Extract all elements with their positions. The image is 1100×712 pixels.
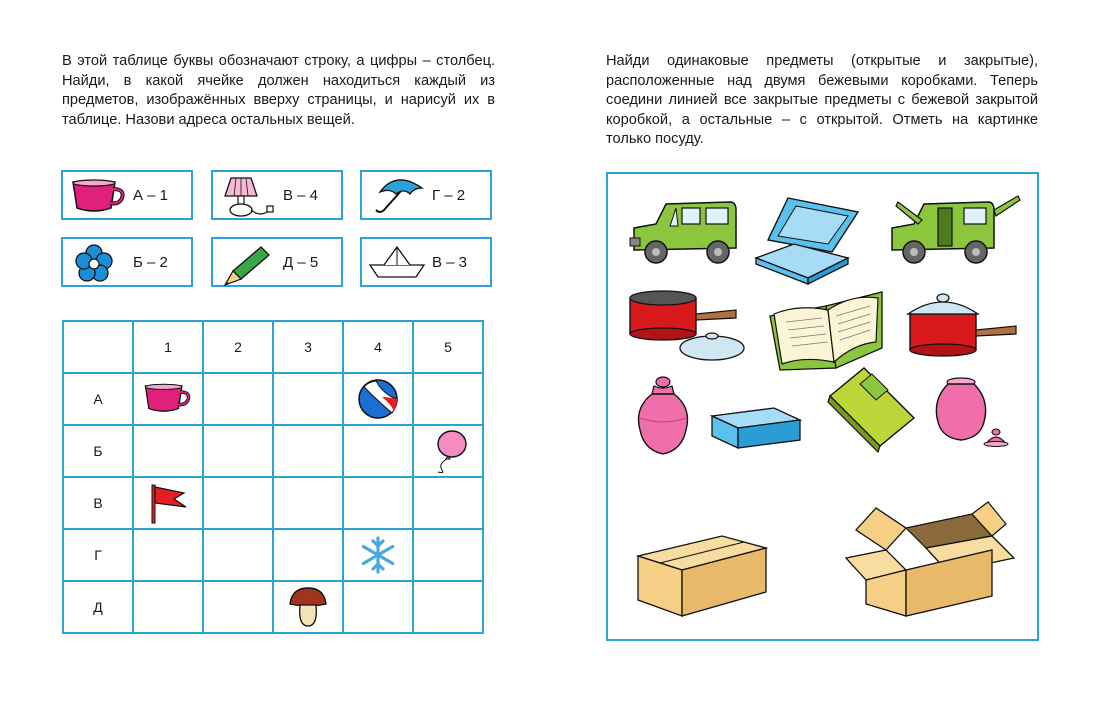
paper-boat-icon <box>366 241 430 287</box>
grid-cell-g2[interactable] <box>203 529 273 581</box>
grid-cell-a4[interactable] <box>343 373 413 425</box>
key-card-flower <box>61 237 193 287</box>
pan-closed-icon <box>904 286 1024 360</box>
grid-cell-a3[interactable] <box>273 373 343 425</box>
grid-cell-v5[interactable] <box>413 477 483 529</box>
snowflake-icon <box>358 535 398 575</box>
grid-cell-g3[interactable] <box>273 529 343 581</box>
key-label: А – 1 <box>133 187 169 204</box>
grid-cell-d5[interactable] <box>413 581 483 633</box>
key-card-umbrella <box>360 170 492 220</box>
mushroom-icon <box>286 584 330 630</box>
grid-cell-a2[interactable] <box>203 373 273 425</box>
key-card-cup <box>61 170 193 220</box>
ball-icon <box>356 377 400 421</box>
grid-cell-g1[interactable] <box>133 529 203 581</box>
grid-cell-b3[interactable] <box>273 425 343 477</box>
car-open-icon <box>884 188 1024 274</box>
key-label: Г – 2 <box>432 187 466 204</box>
grid-cell-b4[interactable] <box>343 425 413 477</box>
flower-icon <box>67 241 131 287</box>
grid-cell-d2[interactable] <box>203 581 273 633</box>
column-header: 5 <box>413 321 483 373</box>
column-header: 3 <box>273 321 343 373</box>
key-label: В – 4 <box>283 187 319 204</box>
grid-cell-d1[interactable] <box>133 581 203 633</box>
row-header: А <box>63 373 133 425</box>
grid-cell-g5[interactable] <box>413 529 483 581</box>
column-header: 2 <box>203 321 273 373</box>
key-card-boat <box>360 237 492 287</box>
grid-cell-v2[interactable] <box>203 477 273 529</box>
grid-cell-a5[interactable] <box>413 373 483 425</box>
cup-icon <box>140 379 196 419</box>
grid-corner-cell <box>63 321 133 373</box>
cup-icon <box>67 174 131 220</box>
key-card-pencil <box>211 237 343 287</box>
picture-frame <box>606 172 1039 641</box>
row-header: Б <box>63 425 133 477</box>
vase-open-icon <box>934 374 1014 454</box>
lamp-icon <box>217 174 281 220</box>
grid-cell-a1[interactable] <box>133 373 203 425</box>
right-instruction-text: Найди одинаковые предметы (открытые и закрытые), расположенные над двумя бежевыми коробками. Теперь соедини линией все закрытые предметы с бежевой закрытой коробкой, а остальные – с открытой. Отметь на картинке только посуду. <box>606 53 1038 148</box>
grid-cell-g4[interactable] <box>343 529 413 581</box>
book-closed-icon <box>824 360 920 456</box>
balloon-icon <box>426 428 470 474</box>
grid-cell-v4[interactable] <box>343 477 413 529</box>
key-label: В – 3 <box>432 254 468 271</box>
grid-cell-v3[interactable] <box>273 477 343 529</box>
grid-cell-b2[interactable] <box>203 425 273 477</box>
carton-open-icon <box>836 500 1022 620</box>
grid-cell-v1[interactable] <box>133 477 203 529</box>
row-header: Г <box>63 529 133 581</box>
vase-closed-icon <box>632 374 694 458</box>
umbrella-icon <box>366 174 430 220</box>
left-instruction-text: В этой таблице буквы обозначают строку, а цифры – столбец. Найди, в какой ячейке должен находиться каждый из предметов, изображённых вверху страницы, и нарисуй их в таблице. Назови адреса остальных вещей. <box>62 53 495 128</box>
grid-cell-d4[interactable] <box>343 581 413 633</box>
grid-cell-b1[interactable] <box>133 425 203 477</box>
car-closed-icon <box>626 192 746 272</box>
row-header: Д <box>63 581 133 633</box>
column-header: 4 <box>343 321 413 373</box>
coordinate-grid <box>62 320 484 634</box>
pan-open-icon <box>624 286 764 366</box>
pencil-icon <box>217 241 281 287</box>
flag-icon <box>144 481 192 525</box>
box-closed-blue-icon <box>708 402 804 454</box>
key-card-lamp <box>211 170 343 220</box>
row-header: В <box>63 477 133 529</box>
carton-closed-icon <box>632 526 772 620</box>
key-label: Д – 5 <box>283 254 319 271</box>
grid-cell-b5[interactable] <box>413 425 483 477</box>
key-label: Б – 2 <box>133 254 168 271</box>
column-header: 1 <box>133 321 203 373</box>
box-open-blue-icon <box>748 192 868 288</box>
grid-cell-d3[interactable] <box>273 581 343 633</box>
